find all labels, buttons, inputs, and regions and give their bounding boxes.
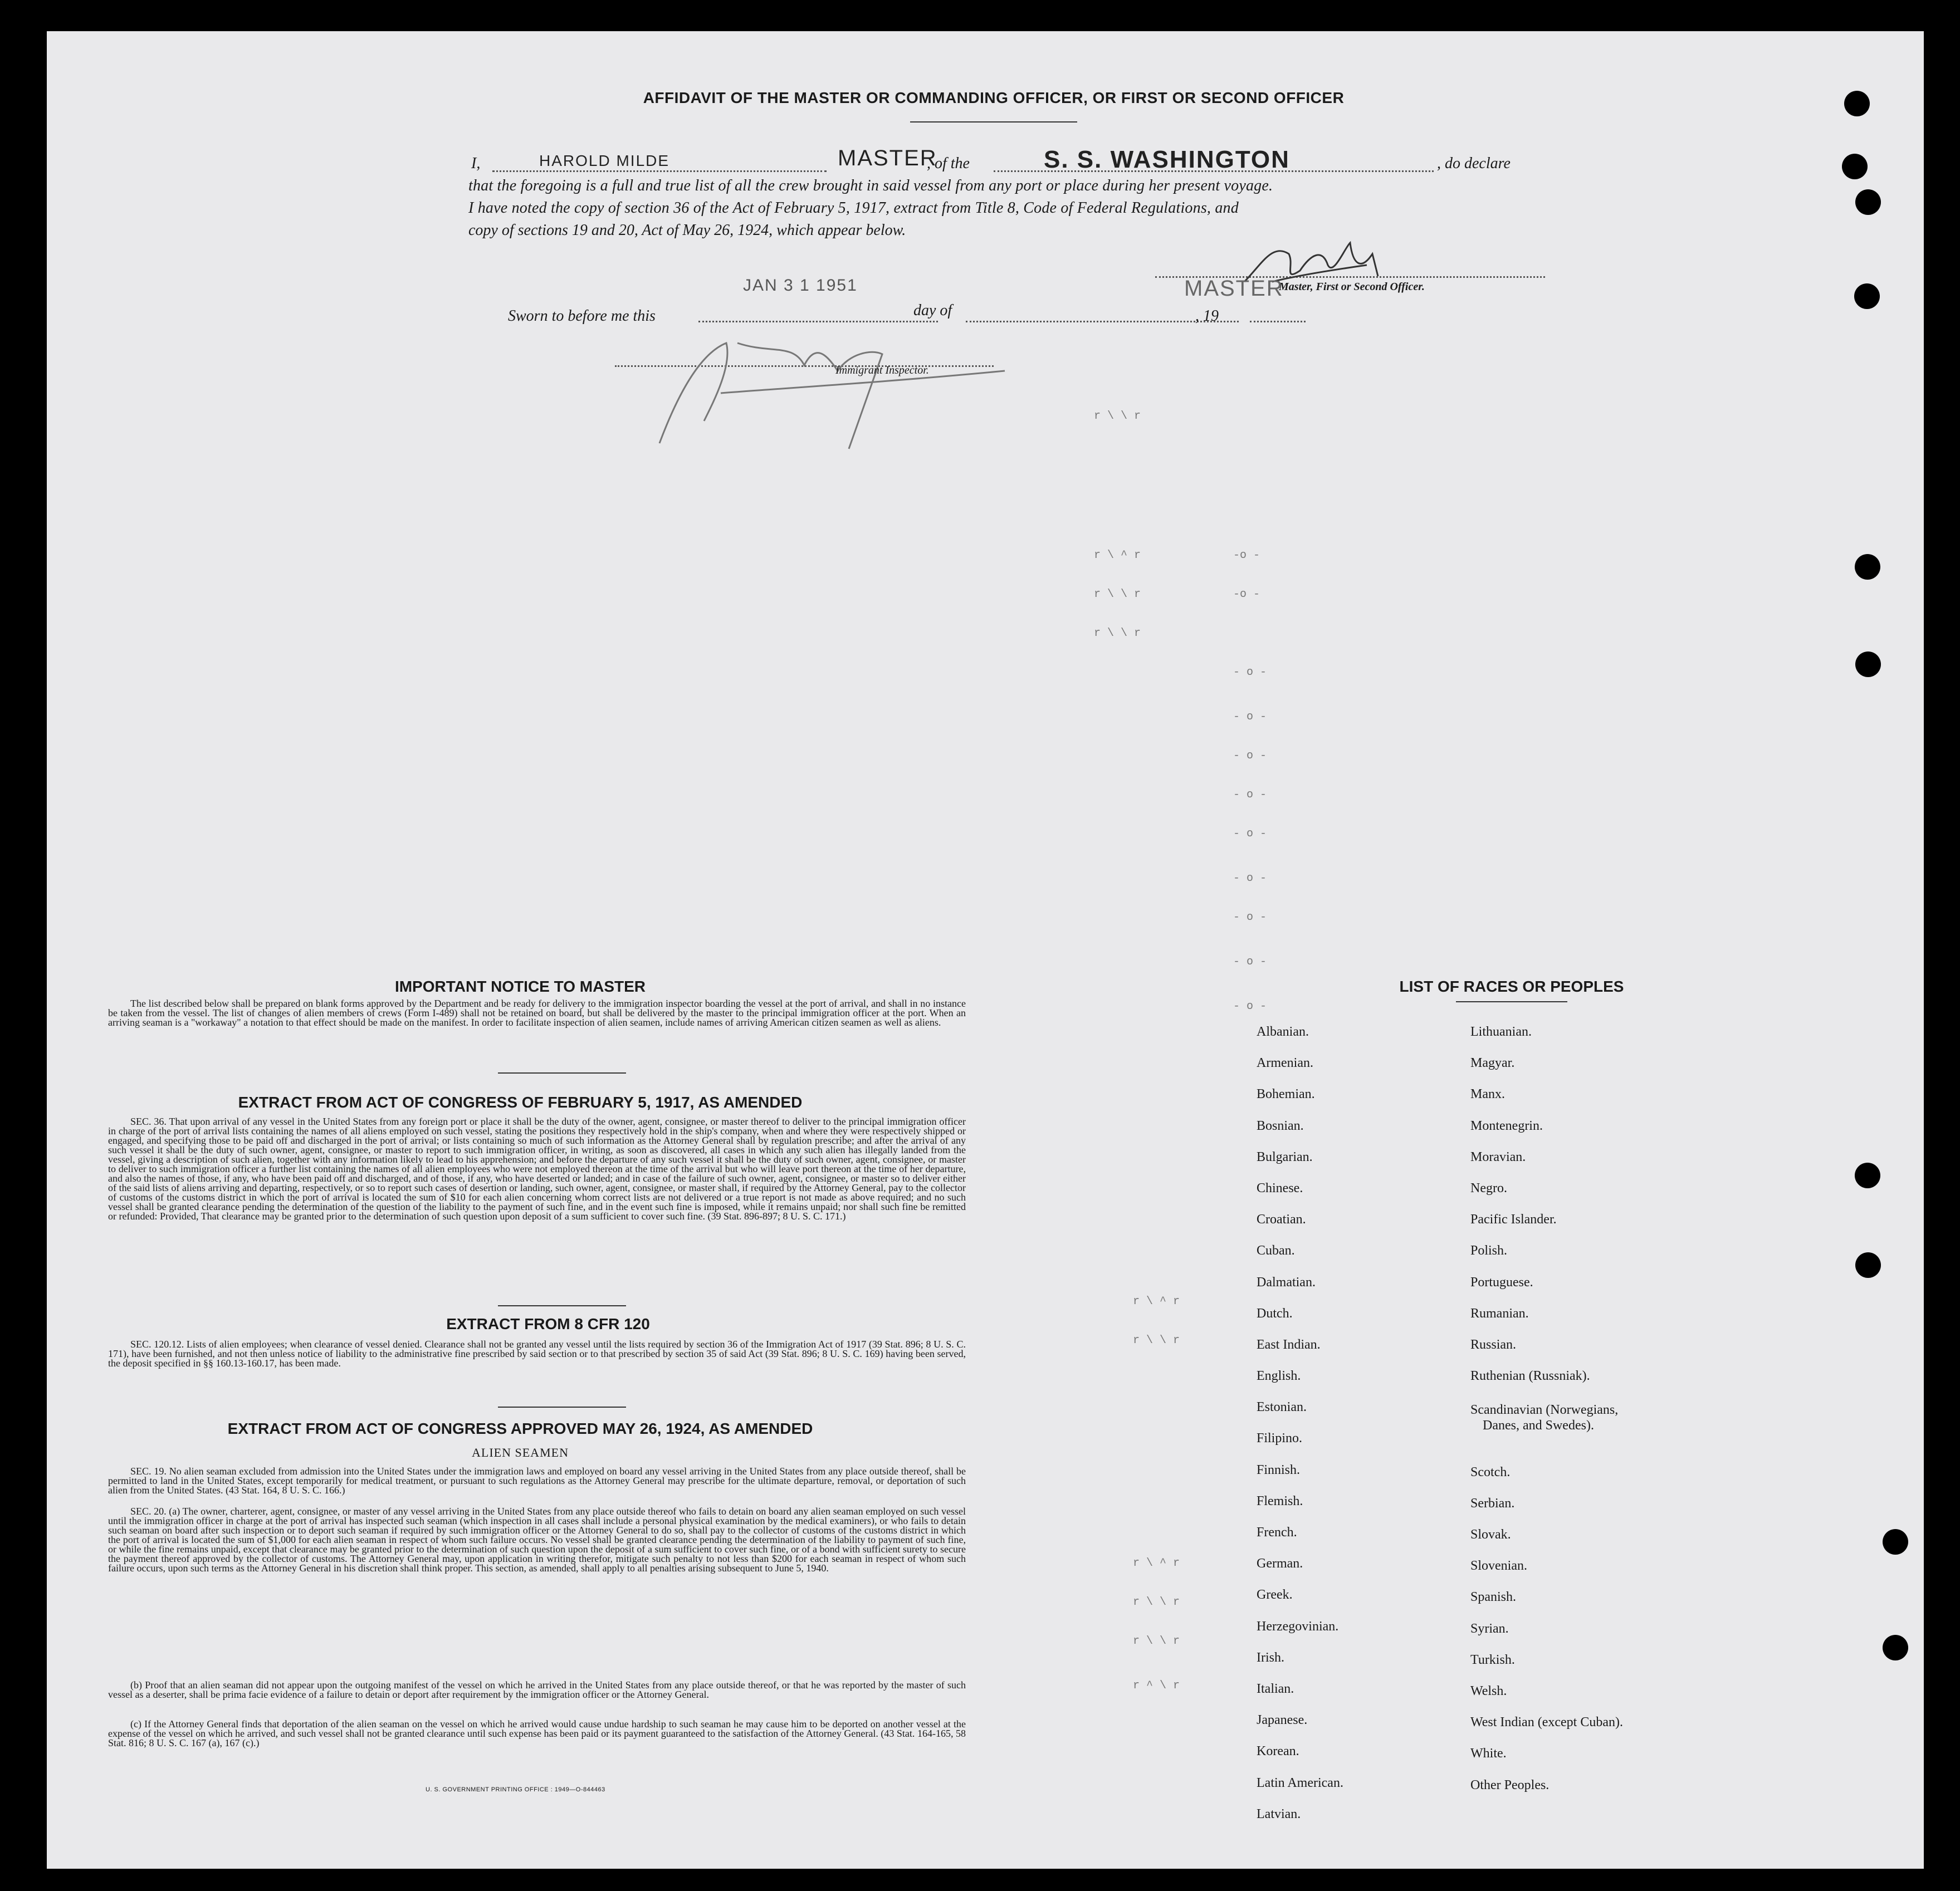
race-item: Bulgarian. bbox=[1257, 1149, 1313, 1164]
bleed-mark: r \ \ r bbox=[1133, 1596, 1180, 1609]
bleed-mark: r \ \ r bbox=[1133, 1334, 1180, 1347]
inspector-signature bbox=[637, 321, 1038, 454]
race-item-line-cont: Danes, and Swedes). bbox=[1483, 1418, 1594, 1433]
race-item: Serbian. bbox=[1470, 1496, 1515, 1511]
extract-1924-sec19: SEC. 19. No alien seaman excluded from admission into the United States under the immigration laws and employed on board any vessel arriving in the United States from any place outside thereof, shall be permitted to land in the United States, except temporarily for medical treatment, or pursuant to such regulations as the Attorney General may prescribe for the ultimate departure, removal, or deportation of such alien from the United States. (43 Stat. 164, 8 U. S. C. 166.) bbox=[108, 1466, 966, 1496]
binder-hole bbox=[1855, 554, 1880, 580]
race-item: Greek. bbox=[1257, 1588, 1293, 1603]
race-item: Dalmatian. bbox=[1257, 1275, 1316, 1290]
extract-cfr-rule bbox=[498, 1407, 626, 1408]
affidavit-line-3: I have noted the copy of section 36 of the Act of February 5, 1917, extract from Title 8, Code of Federal Regulations, and bbox=[468, 199, 1239, 217]
race-item: East Indian. bbox=[1257, 1337, 1321, 1352]
races-list-left bbox=[1257, 1025, 1343, 1838]
of-the-text: , of the bbox=[927, 155, 970, 172]
inspector-label: Immigrant Inspector. bbox=[835, 364, 929, 376]
race-item: Bohemian. bbox=[1257, 1087, 1315, 1102]
race-item: Lithuanian. bbox=[1470, 1025, 1532, 1039]
bleed-mark: - o - bbox=[1233, 788, 1267, 801]
races-rule bbox=[1456, 1001, 1567, 1002]
extract-1924-sec20b: (b) Proof that an alien seaman did not appear upon the outgoing manifest of the vessel on which he arrived in the United States from any place outside thereof, or that he was reported by the master of such vessel as a deserter, shall be prima facie evidence of a failure to detain or deport after requirement by the immigration officer or the Attorney General. bbox=[108, 1679, 966, 1700]
race-item: West Indian (except Cuban). bbox=[1470, 1715, 1623, 1730]
race-item: Dutch. bbox=[1257, 1306, 1293, 1321]
race-item: Rumanian. bbox=[1470, 1306, 1529, 1321]
race-item: English. bbox=[1257, 1369, 1301, 1384]
race-item bbox=[1470, 1400, 1623, 1464]
race-item: Negro. bbox=[1470, 1180, 1507, 1196]
bleed-mark: r ^ \ r bbox=[1133, 1679, 1180, 1692]
sworn-year-line bbox=[1250, 321, 1306, 322]
bleed-mark: - o - bbox=[1233, 1000, 1267, 1013]
officer-label: Master, First or Second Officer. bbox=[1279, 281, 1425, 293]
name-field-line bbox=[492, 170, 827, 172]
race-item: Other Peoples. bbox=[1470, 1777, 1550, 1792]
document-page bbox=[47, 31, 1924, 1869]
race-item: Latin American. bbox=[1257, 1775, 1343, 1790]
race-item: Manx. bbox=[1470, 1087, 1505, 1102]
race-item: Italian. bbox=[1257, 1681, 1294, 1696]
race-item: Welsh. bbox=[1470, 1683, 1507, 1698]
bleed-mark: -o - bbox=[1233, 588, 1260, 601]
race-item: Portuguese. bbox=[1470, 1275, 1533, 1290]
bleed-mark: - o - bbox=[1233, 666, 1267, 679]
affidavit-i: I, bbox=[471, 155, 481, 172]
notice-body: The list described below shall be prepared on blank forms approved by the Department and be ready for delivery to the immigration inspector boarding the vessel at the port of arrival, and shall in no instance be taken from the vessel. The list of changes of alien members of crews (Form I-489) shall not be retained on board, but shall be delivered by the master to the principal immigration officer at the port. When an arriving seaman is a "workaway" a notation to that effect should be made on the manifest. In order to facilitate inspection of alien seamen, include names of arriving American citizen seamen as well as aliens. bbox=[108, 998, 966, 1028]
bleed-mark: r \ ^ r bbox=[1094, 549, 1141, 562]
race-item: Albanian. bbox=[1257, 1025, 1309, 1039]
races-list-right bbox=[1470, 1025, 1623, 1809]
bleed-mark: r \ \ r bbox=[1133, 1635, 1180, 1648]
year-text: , 19 bbox=[1195, 307, 1219, 325]
race-item: Pacific Islander. bbox=[1470, 1212, 1557, 1227]
race-item: Polish. bbox=[1470, 1243, 1508, 1258]
notice-rule bbox=[498, 1072, 626, 1074]
day-of-text: day of bbox=[913, 302, 952, 319]
binder-hole bbox=[1842, 154, 1868, 179]
race-item: Armenian. bbox=[1257, 1056, 1313, 1071]
binder-hole bbox=[1854, 283, 1880, 309]
race-item: Scotch. bbox=[1470, 1464, 1511, 1480]
race-item: Montenegrin. bbox=[1470, 1118, 1543, 1133]
printer-imprint: U. S. GOVERNMENT PRINTING OFFICE : 1949—O-844463 bbox=[426, 1786, 605, 1793]
bleed-mark: - o - bbox=[1233, 749, 1267, 762]
bleed-mark: r \ ^ r bbox=[1133, 1557, 1180, 1570]
race-item: Finnish. bbox=[1257, 1462, 1301, 1477]
binder-hole bbox=[1883, 1635, 1908, 1660]
extract-1924-sec20c: (c) If the Attorney General finds that deportation of the alien seaman on the vessel on which he arrived would cause undue hardship to such seaman he may cause him to be deported on another vessel at the expense of the vessel on which he arrived, and such vessel shall not be granted clearance until such expense has been paid or its payment guaranteed to the satisfaction of the Attorney General. (43 Stat. 164-165, 58 Stat. 816; 8 U. S. C. 167 (a), 167 (c).) bbox=[108, 1718, 966, 1748]
races-title: LIST OF RACES OR PEOPLES bbox=[1399, 978, 1624, 995]
race-item: Bosnian. bbox=[1257, 1118, 1304, 1133]
bleed-mark: - o - bbox=[1233, 956, 1267, 968]
date-stamp: JAN 3 1 1951 bbox=[743, 276, 858, 295]
race-item: German. bbox=[1257, 1556, 1303, 1571]
bleed-mark: r \ \ r bbox=[1094, 410, 1141, 423]
race-item: Spanish. bbox=[1470, 1590, 1517, 1605]
notice-title: IMPORTANT NOTICE TO MASTER bbox=[394, 978, 646, 995]
binder-hole bbox=[1883, 1529, 1908, 1555]
do-declare-text: , do declare bbox=[1437, 155, 1511, 172]
affidavit-line-4: copy of sections 19 and 20, Act of May 26, 1924, which appear below. bbox=[468, 222, 906, 239]
race-item: Slovak. bbox=[1470, 1527, 1511, 1542]
affidavit-line-2: that the foregoing is a full and true list of all the crew brought in said vessel from any port or place during her present voyage. bbox=[468, 177, 1273, 194]
binder-hole bbox=[1855, 651, 1881, 677]
race-item: Russian. bbox=[1470, 1337, 1517, 1352]
bleed-mark: - o - bbox=[1233, 827, 1267, 840]
race-item: White. bbox=[1470, 1746, 1507, 1761]
race-item: Latvian. bbox=[1257, 1806, 1301, 1821]
race-item-line: Scandinavian (Norwegians, bbox=[1470, 1403, 1619, 1418]
race-item: Japanese. bbox=[1257, 1713, 1308, 1728]
race-item: Herzegovinian. bbox=[1257, 1619, 1339, 1634]
race-item: Estonian. bbox=[1257, 1400, 1307, 1415]
affidavit-title: AFFIDAVIT OF THE MASTER OR COMMANDING OFFICER, OR FIRST OR SECOND OFFICER bbox=[643, 89, 1345, 106]
master-stamp: MASTER bbox=[1184, 276, 1284, 301]
vessel-name-field: S. S. WASHINGTON bbox=[1044, 146, 1290, 173]
bleed-mark: r \ \ r bbox=[1094, 627, 1141, 640]
race-item: Cuban. bbox=[1257, 1243, 1295, 1258]
race-item: Korean. bbox=[1257, 1744, 1299, 1759]
extract-1924-subtitle: ALIEN SEAMEN bbox=[472, 1446, 569, 1459]
race-item: Chinese. bbox=[1257, 1180, 1303, 1196]
sworn-text: Sworn to before me this bbox=[508, 307, 656, 325]
bleed-mark: r \ \ r bbox=[1094, 588, 1141, 601]
extract-1917-title: EXTRACT FROM ACT OF CONGRESS OF FEBRUARY 5, 1917, AS AMENDED bbox=[238, 1094, 803, 1111]
race-item: Flemish. bbox=[1257, 1493, 1303, 1508]
rank-field: MASTER bbox=[838, 146, 937, 170]
race-item: Filipino. bbox=[1257, 1431, 1303, 1446]
race-item: Irish. bbox=[1257, 1650, 1284, 1665]
title-rule bbox=[910, 121, 1077, 123]
race-item: Ruthenian (Russniak). bbox=[1470, 1369, 1590, 1384]
extract-1917-body: SEC. 36. That upon arrival of any vessel in the United States from any foreign port or place it shall be the duty of the owner, agent, consignee, or master thereof to deliver to the principal immigration officer in charge of the port of arrival lists containing the names of all aliens employed on such vessel, stating the positions they respectively hold in the ship's company, when and where they were respectively shipped or engaged, and specifying those to be paid off and discharged in the port of arrival; or lists containing so much of such information as the Attorney General shall by regulation prescribe; and after the arrival of any such vessel it shall be the duty of such owner, agent, consignee, or master to report to such immigration officer, in writing, as soon as discovered, all cases in which any such alien has illegally landed from the vessel, giving a description of such alien, together with any information likely to lead to his apprehension; and before the departure of any such vessel it shall be the duty of such owner, agent, consignee, or master to deliver to such immigration officer a further list containing the names of all alien employees who were not employed thereon at the time of the arrival but who will leave port thereon at the time of her departure, and also the names of those, if any, who have been paid off and discharged, and of those, if any, who have deserted or landed; and in case of the failure of such owner, agent, consignee, or master so to deliver either of the said lists of aliens arriving and departing, respectively, or so to report such cases of desertion or landing, such owner, agent, consignee, or master shall, if required by the Attorney General, pay to the collector of customs of the customs district in which the port of arrival is located the sum of $10 for each alien concerning whom correct lists are not delivered or a true report is not made as above required; and no such vessel shall be granted clearance pending the determination of the question of the liability to the payment of such fine, and in the event such fine is imposed, while it remains unpaid; nor shall such fine be remitted or refunded: Provided, That clearance may be granted prior to the determination of such question upon deposit of a sum sufficient to cover such fine. (39 Stat. 896-897; 8 U. S. C. 171.) bbox=[108, 1116, 966, 1222]
binder-hole bbox=[1855, 1163, 1880, 1188]
race-item: Moravian. bbox=[1470, 1149, 1526, 1164]
bleed-mark: - o - bbox=[1233, 711, 1267, 723]
master-name-field: HAROLD MILDE bbox=[539, 152, 670, 169]
extract-1917-rule bbox=[498, 1305, 626, 1306]
bleed-mark: - o - bbox=[1233, 872, 1267, 885]
race-item: Croatian. bbox=[1257, 1212, 1306, 1227]
bleed-mark: r \ ^ r bbox=[1133, 1295, 1180, 1308]
race-item: French. bbox=[1257, 1525, 1297, 1540]
race-item: Slovenian. bbox=[1470, 1559, 1527, 1574]
binder-hole bbox=[1855, 189, 1881, 215]
race-item: Turkish. bbox=[1470, 1652, 1515, 1667]
race-item: Magyar. bbox=[1470, 1056, 1515, 1071]
extract-1924-title: EXTRACT FROM ACT OF CONGRESS APPROVED MAY 26, 1924, AS AMENDED bbox=[227, 1420, 813, 1437]
bleed-mark: - o - bbox=[1233, 911, 1267, 924]
bleed-mark: -o - bbox=[1233, 549, 1260, 562]
race-item: Syrian. bbox=[1470, 1621, 1509, 1636]
extract-cfr-body: SEC. 120.12. Lists of alien employees; when clearance of vessel denied. Clearance shall not be granted any vessel until the lists required by section 36 of the Immigration Act of 1917 (39 Stat. 896; 8 U. S. C. 171), have been furnished, and not then unless notice of liability to the administrative fine prescribed by said section or to that prescribed by section 35 of said Act (39 Stat. 896; 8 U. S. C. 169) having been served, the deposit specified in §§ 160.13-160.17, has been made. bbox=[108, 1339, 966, 1369]
binder-hole bbox=[1844, 91, 1870, 116]
binder-hole bbox=[1855, 1252, 1881, 1278]
extract-1924-sec20a: SEC. 20. (a) The owner, charterer, agent, consignee, or master of any vessel arriving in the United States from any place outside thereof who fails to detain on board any alien seaman employed on such vessel until the immigration officer in charge at the port of arrival has inspected such seaman (which inspection in all cases shall include a personal physical examination by the medical examiners), or who fails to detain such seaman on board after such inspection or to deport such seaman if required by such immigration officer or the Attorney General to do so, shall pay to the collector of customs of the customs district in which the port of arrival is located the sum of $1,000 for each alien seaman in respect of whom such failure occurs. No vessel shall be granted clearance pending the determination of the liability to payment of such fine, or while the fine remains unpaid, except that clearance may be granted prior to the determination of such question upon the deposit of a sum sufficient to cover such fine, or of a bond with sufficient surety to secure the payment thereof approved by the collector of customs. The Attorney General may, upon application in writing therefor, mitigate such penalty to not less than $200 for each seaman in respect of whom such failure occurs, upon such terms as the Attorney General in his discretion shall think proper. This section, as amended, shall apply to all penalties arising subsequent to June 5, 1940. bbox=[108, 1506, 966, 1574]
extract-cfr-title: EXTRACT FROM 8 CFR 120 bbox=[446, 1315, 650, 1332]
